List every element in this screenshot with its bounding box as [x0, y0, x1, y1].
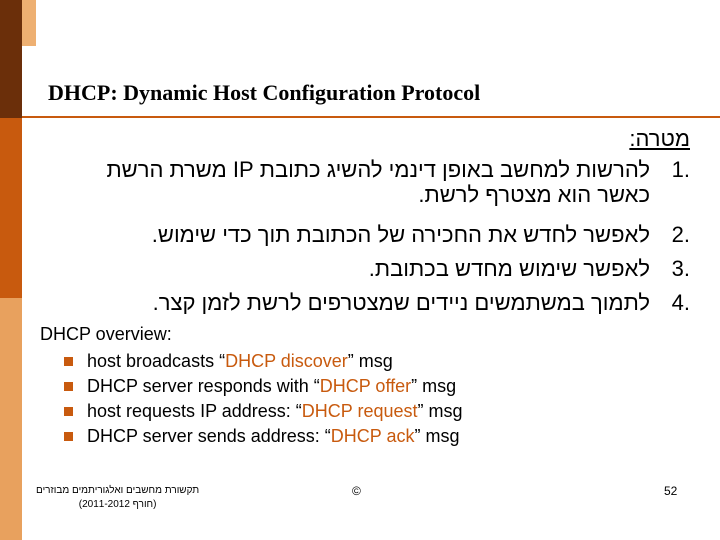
dhcp-message-name: DHCP offer — [319, 376, 412, 396]
list-item: host broadcasts “ DHCP discover ” msg — [40, 349, 463, 374]
goal-label: מטרה: — [629, 126, 690, 151]
decor-square — [22, 0, 36, 46]
list-item: host requests IP address: “ DHCP request ” msg — [40, 399, 463, 424]
goal-item-4 — [153, 290, 690, 316]
slide-title: DHCP: Dynamic Host Configuration Protocol — [48, 80, 481, 105]
goal-number: .3 — [671, 256, 690, 281]
square-bullet-icon — [64, 382, 73, 391]
goal-text-line: לתמוך במשתמשים ניידים שמצטרפים לרשת לזמן קצר. — [152, 290, 650, 315]
decor-bar-top — [0, 0, 22, 118]
goal-number: .1 — [671, 157, 690, 182]
square-bullet-icon — [64, 432, 73, 441]
goal-number: .2 — [671, 222, 690, 247]
dhcp-message-name: DHCP request — [301, 401, 418, 421]
goal-text-line: לאפשר שימוש מחדש בכתובת. — [368, 256, 650, 281]
goal-text-line: להרשות למחשב באופן דינמי להשיג כתובת IP משרת הרשת — [106, 157, 650, 182]
list-item: DHCP server sends address: “ DHCP ack ” msg — [40, 424, 463, 449]
square-bullet-icon — [64, 407, 73, 416]
goal-item-3 — [369, 256, 690, 282]
footer-semester: (חורף 2011-2012) — [78, 499, 157, 510]
decor-bar-middle — [0, 118, 22, 298]
list-item: DHCP server responds with “ DHCP offer ” msg — [40, 374, 463, 399]
footer-copyright: © — [352, 484, 361, 498]
dhcp-message-name: DHCP ack — [330, 426, 415, 446]
overview-heading: DHCP overview: — [40, 324, 172, 344]
dhcp-overview — [40, 324, 463, 449]
page-number: 52 — [664, 484, 678, 498]
footer-course-title: תקשורת מחשבים ואלגוריתמים מבוזרים — [36, 485, 200, 496]
goal-item-1 — [106, 157, 690, 207]
goal-number: .4 — [671, 290, 690, 315]
goal-text-line: לאפשר לחדש את החכירה של הכתובת תוך כדי שימוש. — [151, 222, 650, 247]
goal-item-2 — [152, 222, 690, 248]
goal-text-line: כאשר הוא מצטרף לרשת. — [418, 182, 650, 207]
decor-bar-bottom — [0, 298, 22, 540]
dhcp-message-name: DHCP discover — [225, 351, 348, 371]
footer-course — [36, 484, 199, 512]
title-divider — [22, 116, 720, 118]
square-bullet-icon — [64, 357, 73, 366]
